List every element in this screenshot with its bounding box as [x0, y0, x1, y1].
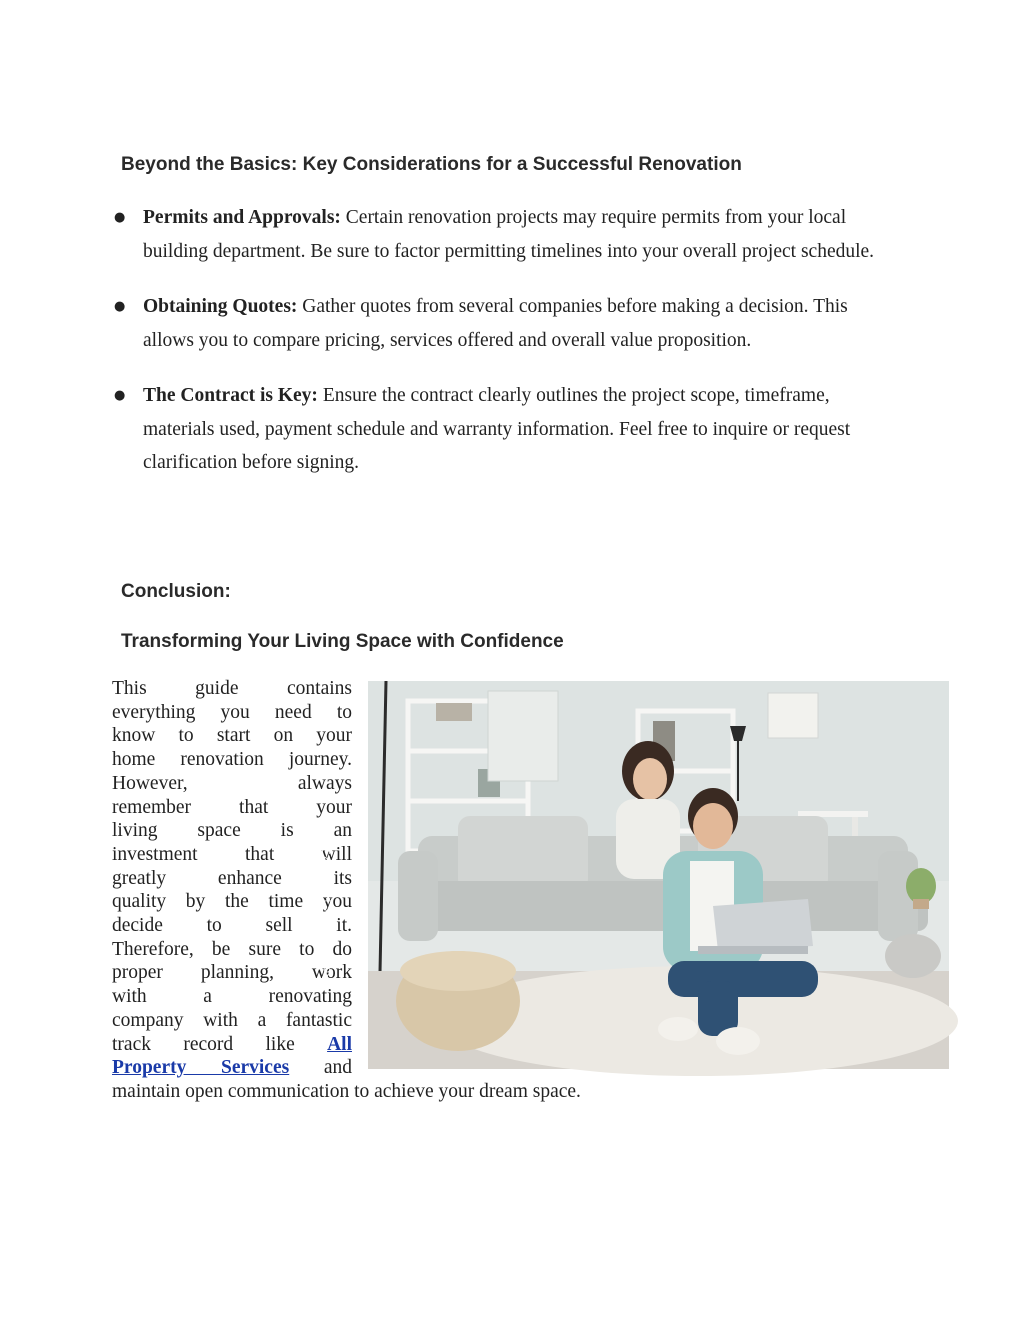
list-item — [112, 379, 902, 480]
paragraph-line: greatly enhance its — [112, 867, 352, 889]
photo-illustration — [368, 681, 949, 1069]
paragraph-line: know to start on your — [112, 725, 352, 747]
list-item — [112, 201, 902, 268]
paragraph-line: investment that will — [112, 843, 352, 865]
paragraph-line: company with a fantastic — [112, 1009, 352, 1031]
paragraph-line: quality by the time you — [112, 891, 352, 913]
bullet-icon: ● — [114, 299, 126, 314]
paragraph-line: This guide contains — [112, 678, 352, 699]
paragraph-line: However, always — [112, 772, 352, 794]
paragraph-line: living space is an — [112, 820, 352, 842]
all-property-services-link[interactable]: All — [327, 1033, 352, 1055]
paragraph-line: decide to sell it. — [112, 915, 352, 937]
section-heading-transforming: Transforming Your Living Space with Confidence — [121, 631, 564, 652]
list-item-title: Obtaining Quotes: — [143, 296, 298, 317]
considerations-list — [112, 201, 902, 502]
bullet-icon: ● — [114, 388, 126, 403]
list-item-text: Ensure the contract clearly outlines the project scope, timeframe, materials used, payment schedule and warranty information. Feel free to inquire or request clarification before signing. — [143, 385, 851, 473]
section-heading-conclusion: Conclusion: — [121, 581, 231, 602]
all-property-services-link-continued[interactable]: Property Services — [112, 1057, 290, 1079]
list-item-text: Gather quotes from several companies before making a decision. This allows you to compare pricing, services offered and overall value proposition. — [143, 296, 848, 351]
paragraph-text: and — [289, 1057, 352, 1079]
paragraph-line — [112, 1033, 352, 1057]
list-item-text: Certain renovation projects may require permits from your local building department. Be sure to factor permitting timelines into your overall project schedule. — [143, 207, 875, 262]
paragraph-line: maintain open communication to achieve your dream space. — [112, 1080, 581, 1102]
paragraph-line — [112, 1056, 352, 1080]
paragraph-text: track record like — [112, 1033, 328, 1055]
stock-watermark: Adobe Stock | #392232720 — [320, 817, 333, 981]
paragraph-line: everything you need to — [112, 701, 352, 723]
list-item-title: Permits and Approvals: — [143, 207, 341, 228]
section-heading-beyond-basics: Beyond the Basics: Key Considerations for a Successful Renovation — [121, 154, 742, 175]
paragraph-line: remember that your — [112, 796, 352, 818]
paragraph-line: Therefore, be sure to do — [112, 938, 352, 960]
paragraph-line: with a renovating — [112, 986, 352, 1008]
list-item — [112, 290, 902, 357]
bullet-icon: ● — [114, 210, 126, 225]
paragraph-line: proper planning, work — [112, 962, 352, 984]
list-item-title: The Contract is Key: — [143, 385, 318, 406]
paragraph-line: home renovation journey. — [112, 749, 352, 771]
